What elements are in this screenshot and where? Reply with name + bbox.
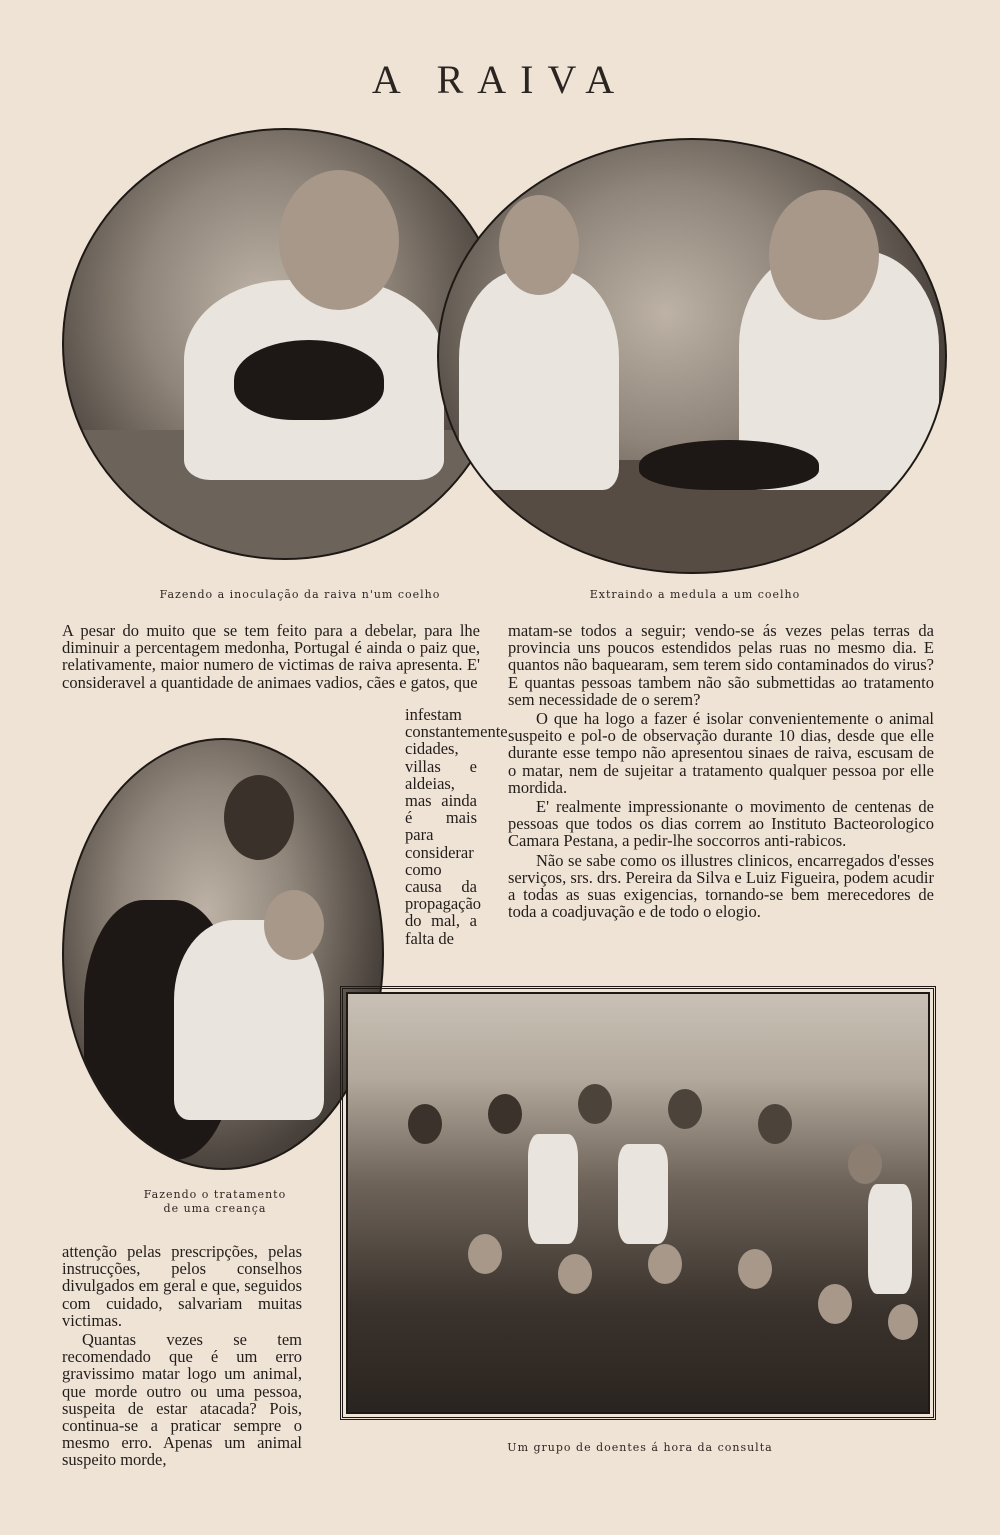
paragraph-kill: matam-se todos a seguir; vendo-se ás vezes pelas terras da provincia uns poucos estendidos pelas ruas no mesmo dia. E quantos não baquearam, sem terem sido contaminados do virus? E quantas pessoas tambem não são submettidas ao tratamento sem necessidade de o serem?: [508, 621, 934, 709]
page-title: A RAIVA: [371, 57, 629, 102]
article-col2: [508, 622, 934, 922]
photo-treatment-child: [62, 738, 384, 1170]
photo-group-patients: [346, 992, 930, 1414]
article-col1-bottom: [62, 1243, 302, 1471]
caption-treatment: Fazendo o tratamento de uma creança: [143, 1188, 287, 1215]
paragraph-doctors: Não se sabe como os illustres clinicos, encarregados d'esses serviços, srs. drs. Pereira da Silva e Luiz Figueira, podem acudir a todas as suas exigencias, tornando-se bem merecedores de toda a coadjuvação e de todo o elogio.: [508, 850, 934, 922]
paragraph-narrow: infestam constantemente cidades, villas e aldeias, mas ainda é mais para considerar como causa da propagação do mal, a falta de: [405, 705, 508, 948]
caption-extraction: Extraindo a medula a um coelho: [589, 588, 801, 601]
caption-group: Um grupo de doentes á hora da consulta: [507, 1441, 773, 1454]
paragraph-attention: attenção pelas prescripções, pelas instrucções, pelos conselhos divulgados em geral e que, seguidos com cuidado, salvariam muitas victimas.: [62, 1242, 302, 1330]
paragraph-isolate: O que ha logo a fazer é isolar convenientemente o animal suspeito e pol-o de observação durante 10 dias, desde que elle durante esse tempo não apresentou sinaes de raiva, escusam de o matar, nem de sujeitar a tratamento qualquer pessoa por elle mordida.: [508, 709, 934, 797]
article-col1-narrow: [405, 705, 508, 948]
article-col1-intro: [62, 622, 480, 693]
caption-inoculation: Fazendo a inoculação da raiva n'um coelho: [159, 588, 441, 601]
photo-extraction: [437, 138, 947, 574]
paragraph-intro: A pesar do muito que se tem feito para a debelar, para lhe diminuir a percentagem medonha, Portugal é ainda o paiz que, relativamente, maior numero de victimas de raiva apresenta. E' consideravel a quantidade de animaes vadios, cães e gatos, que: [62, 621, 480, 692]
paragraph-recommend: Quantas vezes se tem recomendado que é um erro gravissimo matar logo um animal, que morde outro ou uma pessoa, suspeita de estar atacada? Pois, continua-se a praticar sempre o mesmo erro. Apenas um animal suspeito morde,: [62, 1330, 302, 1470]
paragraph-institute: E' realmente impressionante o movimento de centenas de pessoas que todos os dias correm ao Instituto Bacteorologico Camara Pestana, a pedir-lhe soccorros anti-rabicos.: [508, 797, 934, 851]
